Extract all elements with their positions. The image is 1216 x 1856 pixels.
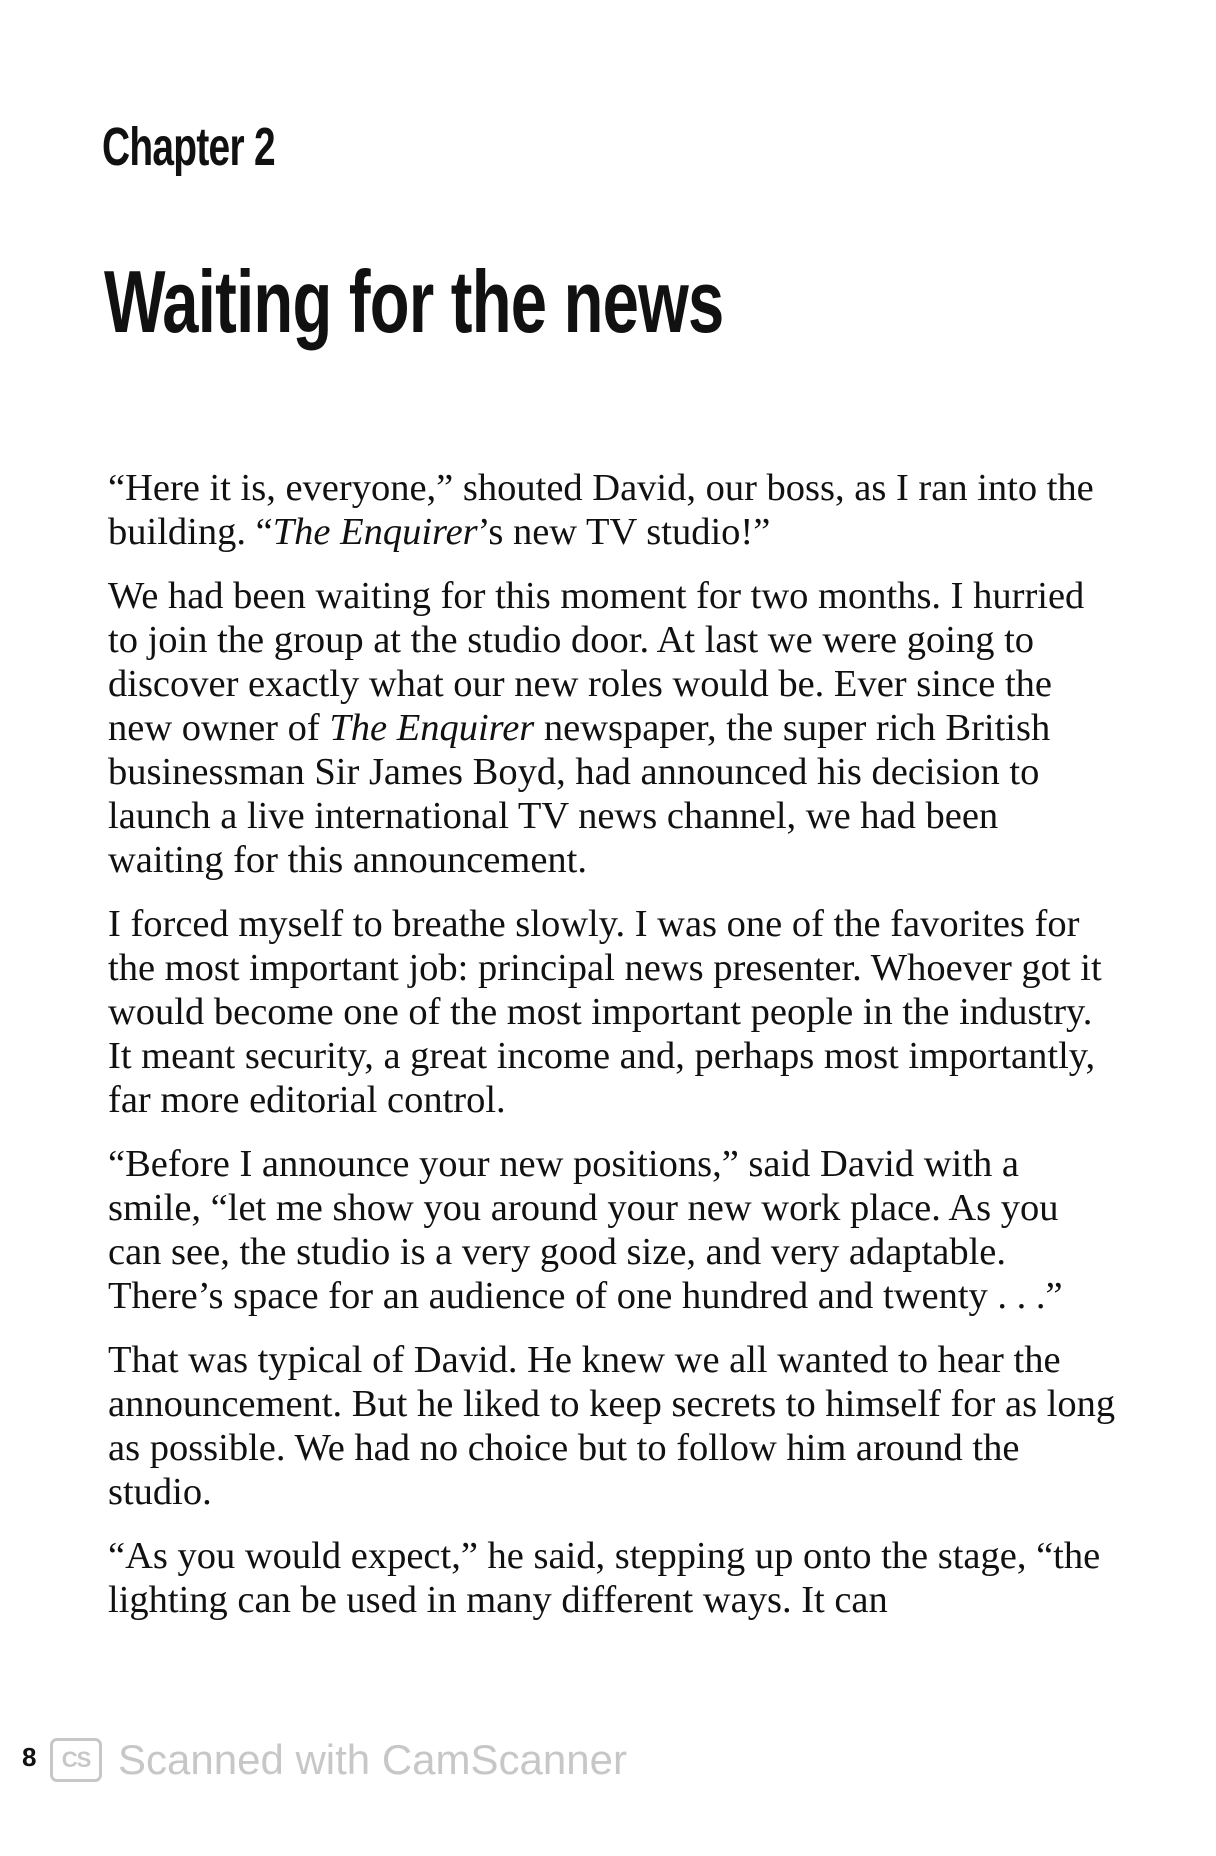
chapter-title: Waiting for the news — [104, 252, 724, 351]
text-run: “As you would expect,” he said, stepping up onto the stage, “the lighting can be used in many different ways. It can — [108, 1535, 1101, 1621]
watermark-text: Scanned with CamScanner — [118, 1736, 627, 1783]
camscanner-watermark — [50, 1736, 627, 1784]
italic-title-text: The Enquirer — [272, 511, 478, 553]
italic-title-text: The Enquirer — [329, 707, 535, 749]
text-run: That was typical of David. He knew we all wanted to hear the announcement. But he liked to keep secrets to himself for as long as possible. We had no choice but to follow him around the studio. — [108, 1339, 1116, 1513]
text-run: newspaper, the super rich British businessman Sir James Boyd, had announced his decision to launch a live international TV news channel, we had been waiting for this announcement. — [108, 707, 1051, 881]
text-run: ’s new TV studio!” — [477, 511, 771, 553]
text-run: “Here it is, everyone,” shouted David, our boss, as I ran into the building. “ — [108, 467, 1094, 553]
camscanner-logo-icon: CS — [50, 1738, 102, 1782]
paragraph — [108, 1338, 1120, 1514]
paragraph — [108, 466, 1120, 554]
text-run: We had been waiting for this moment for two months. I hurried to join the group at the studio door. At last we were going to discover exactly what our new roles would be. Ever since the new owner of — [108, 575, 1085, 749]
paragraph — [108, 902, 1120, 1122]
chapter-body — [108, 466, 1120, 1642]
text-run: “Before I announce your new positions,” said David with a smile, “let me show you around your new work place. As you can see, the studio is a very good size, and very adaptable. There’s space for an audience of one hundred and twenty . . .” — [108, 1143, 1063, 1317]
chapter-label: Chapter 2 — [102, 117, 275, 177]
page-number: 8 — [22, 1742, 37, 1772]
text-run: I forced myself to breathe slowly. I was one of the favorites for the most important job: principal news presenter. Whoever got it would become one of the most important people in the industry. It meant security, a great income and, perhaps most importantly, far more editorial control. — [108, 903, 1102, 1121]
paragraph — [108, 1142, 1120, 1318]
paragraph — [108, 574, 1120, 882]
paragraph — [108, 1534, 1120, 1622]
